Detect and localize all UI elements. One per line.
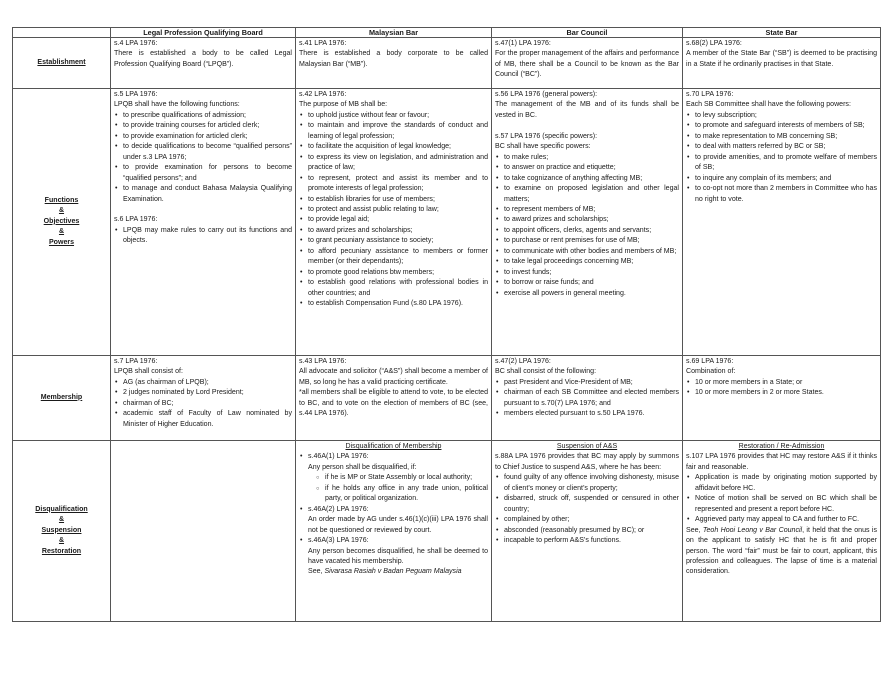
list-item: • to provide legal aid; bbox=[299, 215, 488, 225]
cell-mb-functions: s.42 LPA 1976: The purpose of MB shall be: • to uphold justice without fear or favour; • to maintain and improve the standards of conduct and learning of legal profession; • to facilitate the acquisition of legal knowledge; • to express its view on legislation, and administration and practice of law; • to represent, protect and assist its member and to promote interests of legal profession; • to establish libraries for use of members; • to protect and assist public relating to law; • to provide legal aid; • to award prizes and scholarships; • to grant pecuniary assistance to society; • to afford pecuniary assistance to members or former member (or their dependants); • to promote good relations btw members; • to establish good relations with professional bodies in other countries; and • to establish Compensation Fund (s.80 LPA 1976). bbox=[296, 89, 492, 356]
list-item: • to express its view on legislation, and administration and practice of law; bbox=[299, 153, 488, 174]
cell-lpqb-establishment: s.4 LPA 1976: There is established a body to be called Legal Profession Qualifying Board (“LPQB”). bbox=[111, 38, 296, 89]
cell-bc-membership: s.47(2) LPA 1976: BC shall consist of the following: • past President and Vice-President of MB; • chairman of each SB Committee and elected members pursuant to s.70(7) LPA 1976; and • members elected pursuant to s.50 LPA 1976. bbox=[492, 356, 683, 441]
list-item: • members elected pursuant to s.50 LPA 1976. bbox=[495, 409, 679, 419]
list-item: • exercise all powers in general meeting. bbox=[495, 289, 679, 299]
list-item: • to communicate with other bodies and members of MB; bbox=[495, 247, 679, 257]
list-item: • s.46A(2) LPA 1976: bbox=[299, 505, 488, 515]
list-item: • to take cognizance of anything affecting MB; bbox=[495, 174, 679, 184]
list-item: • LPQB may make rules to carry out its functions and objects. bbox=[114, 226, 292, 247]
lpqb-functions-list bbox=[114, 111, 292, 205]
list-item: • to establish Compensation Fund (s.80 LPA 1976). bbox=[299, 299, 488, 309]
case-citation: Teoh Hooi Leong v Bar Council bbox=[702, 526, 803, 534]
list-item: • to facilitate the acquisition of legal knowledge; bbox=[299, 142, 488, 152]
list-item: • s.46A(3) LPA 1976: bbox=[299, 536, 488, 546]
list-item: • to promote and safeguard interests of members of SB; bbox=[686, 121, 877, 131]
comparison-table bbox=[12, 27, 881, 622]
list-item: • to examine on proposed legislation and other legal matters; bbox=[495, 184, 679, 205]
list-item: • to answer on practice and etiquette; bbox=[495, 163, 679, 173]
row-functions bbox=[13, 89, 881, 356]
row-label-functions: Functions & Objectives & Powers bbox=[13, 89, 111, 356]
list-item: • past President and Vice-President of MB; bbox=[495, 378, 679, 388]
list-item: • incapable to perform A&S’s functions. bbox=[495, 536, 679, 546]
list-item: • to establish good relations with professional bodies in other countries; and bbox=[299, 278, 488, 299]
list-item: • to invest funds; bbox=[495, 268, 679, 278]
cell-mb-membership: s.43 LPA 1976: All advocate and solicitor (“A&S”) shall become a member of MB, so long he has a valid practicing certificate. *all members shall be eligible to attend to vote, to be elected to BC, and to vote on the election of members of BC (see, s.44 LPA 1976). bbox=[296, 356, 492, 441]
list-item: • to deal with matters referred by BC or SB; bbox=[686, 142, 877, 152]
cell-sb-disqualification: Restoration / Re-Admission s.107 LPA 1976 provides that HC may restore A&S if it thinks fair and reasonable. • Application is made by originating motion supported by affidavit before HC. • Notice of motion shall be served on BC which shall be represented and present a report before HC. • Aggrieved party may appeal to CA and further to FC. See, Teoh Hooi Leong v Bar Council, it held that the onus is on the applicant to satisfy HC that he is fit and proper person. The word “fair” must be fair to court, applicant, this profession and colleagues. The lapse of time is a material consideration. bbox=[683, 441, 881, 622]
cell-mb-establishment: s.41 LPA 1976: There is established a body corporate to be called Malaysian Bar (“MB”). bbox=[296, 38, 492, 89]
list-item: • found guilty of any offence involving dishonesty, misuse of client’s money or client’s property; bbox=[495, 473, 679, 494]
cell-sb-functions: s.70 LPA 1976: Each SB Committee shall have the following powers: • to levy subscription; • to promote and safeguard interests of members of SB; • to make representation to MB concerning SB; • to deal with matters referred by BC or SB; • to provide amenities, and to promote welfare of members of SB; • to inquire any complain of its members; and • to co-opt not more than 2 members in Committee who has no right to vote. bbox=[683, 89, 881, 356]
row-label-establishment: Establishment bbox=[13, 38, 111, 89]
cell-lpqb-functions: s.5 LPA 1976: LPQB shall have the following functions: • to prescribe qualifications of admission; • to provide training courses for articled clerk; • to provide examination for articled clerk; • to decide qualifications to become “qualified persons” under s.3 LPA 1976; • to provide examination for persons to become “qualified persons”; and • to manage and conduct Bahasa Malaysia Qualifying Examination. s.6 LPA 1976: • LPQB may make rules to carry out its functions and objects. bbox=[111, 89, 296, 356]
list-item: • s.46A(1) LPA 1976: bbox=[299, 452, 488, 462]
bc-powers-list bbox=[495, 153, 679, 299]
list-item: • chairman of each SB Committee and elected members pursuant to s.70(7) LPA 1976; and bbox=[495, 388, 679, 409]
list-item: • to uphold justice without fear or favour; bbox=[299, 111, 488, 121]
list-item: • to maintain and improve the standards of conduct and learning of legal profession; bbox=[299, 121, 488, 142]
list-item: • to provide examination for articled clerk; bbox=[114, 132, 292, 142]
header-malaysian-bar: Malaysian Bar bbox=[296, 28, 492, 38]
mb-purpose-list bbox=[299, 111, 488, 310]
list-item: • to borrow or raise funds; and bbox=[495, 278, 679, 288]
list-item: • to inquire any complain of its members; and bbox=[686, 174, 877, 184]
cell-sb-establishment: s.68(2) LPA 1976: A member of the State Bar (“SB”) is deemed to be practising in a State if he ordinarily practises in that State. bbox=[683, 38, 881, 89]
list-item: • academic staff of Faculty of Law nominated by Minister of Higher Education. bbox=[114, 409, 292, 430]
list-item: • to make representation to MB concerning SB; bbox=[686, 132, 877, 142]
list-item: • complained by other; bbox=[495, 515, 679, 525]
row-disqualification bbox=[13, 441, 881, 622]
row-label-disqualification: Disqualification & Suspension & Restoration bbox=[13, 441, 111, 622]
list-item: • to afford pecuniary assistance to members or former member (or their dependants); bbox=[299, 247, 488, 268]
header-row bbox=[13, 28, 881, 38]
list-item: • to make rules; bbox=[495, 153, 679, 163]
cell-bc-functions: s.56 LPA 1976 (general powers): The management of the MB and of its funds shall be vested in BC. s.57 LPA 1976 (specific powers): BC shall have specific powers: • to make rules; • to answer on practice and etiquette; • to take cognizance of anything affecting MB; • to examine on proposed legislation and other legal matters; • to represent members of MB; • to award prizes and scholarships; • to appoint officers, clerks, agents and servants; • to purchase or rent premises for use of MB; • to communicate with other bodies and members of MB; • to take legal proceedings concerning MB; • to invest funds; • to borrow or raise funds; and • exercise all powers in general meeting. bbox=[492, 89, 683, 356]
header-state-bar: State Bar bbox=[683, 28, 881, 38]
list-item: • to promote good relations btw members; bbox=[299, 268, 488, 278]
list-item: • to grant pecuniary assistance to society; bbox=[299, 236, 488, 246]
list-item: • to protect and assist public relating to law; bbox=[299, 205, 488, 215]
cell-bc-disqualification: Suspension of A&S s.88A LPA 1976 provides that BC may apply by summons to Chief Justice to suspend A&S, where he has been: • found guilty of any offence involving dishonesty, misuse of client’s money or client’s property; • disbarred, struck off, suspended or censured in other country; • complained by other; • absconded (reasonably presumed by BC); or • incapable to perform A&S’s functions. bbox=[492, 441, 683, 622]
list-item: • to award prizes and scholarships; bbox=[495, 215, 679, 225]
list-item: • 10 or more members in 2 or more States. bbox=[686, 388, 877, 398]
list-item: • Aggrieved party may appeal to CA and further to FC. bbox=[686, 515, 877, 525]
list-item: • 2 judges nominated by Lord President; bbox=[114, 388, 292, 398]
list-item: • disbarred, struck off, suspended or censured in other country; bbox=[495, 494, 679, 515]
cell-sb-membership: s.69 LPA 1976: Combination of: • 10 or more members in a State; or • 10 or more members in 2 or more States. bbox=[683, 356, 881, 441]
sb-powers-list bbox=[686, 111, 877, 205]
list-item: • to take legal proceedings concerning MB; bbox=[495, 257, 679, 267]
list-item: • to levy subscription; bbox=[686, 111, 877, 121]
cell-lpqb-disqualification bbox=[111, 441, 296, 622]
list-item: • to co-opt not more than 2 members in Committee who has no right to vote. bbox=[686, 184, 877, 205]
list-item: • to appoint officers, clerks, agents and servants; bbox=[495, 226, 679, 236]
row-membership bbox=[13, 356, 881, 441]
list-item: • to establish libraries for use of members; bbox=[299, 195, 488, 205]
list-item: ○ if he holds any office in any trade union, political party, or political organization. bbox=[316, 484, 488, 505]
list-item: • to manage and conduct Bahasa Malaysia Qualifying Examination. bbox=[114, 184, 292, 205]
list-item: • to provide amenities, and to promote welfare of members of SB; bbox=[686, 153, 877, 174]
header-lpqb: Legal Profession Qualifying Board bbox=[111, 28, 296, 38]
list-item: • to decide qualifications to become “qualified persons” under s.3 LPA 1976; bbox=[114, 142, 292, 163]
cell-lpqb-membership: s.7 LPA 1976: LPQB shall consist of: • AG (as chairman of LPQB); • 2 judges nominated by Lord President; • chairman of BC; • academic staff of Faculty of Law nominated by Minister of Higher Education. bbox=[111, 356, 296, 441]
list-item: • AG (as chairman of LPQB); bbox=[114, 378, 292, 388]
row-establishment bbox=[13, 38, 881, 89]
list-item: • chairman of BC; bbox=[114, 399, 292, 409]
list-item: • Application is made by originating motion supported by affidavit before HC. bbox=[686, 473, 877, 494]
list-item: • absconded (reasonably presumed by BC); or bbox=[495, 526, 679, 536]
row-label-membership: Membership bbox=[13, 356, 111, 441]
list-item: • to represent members of MB; bbox=[495, 205, 679, 215]
list-item: ○ if he is MP or State Assembly or local authority; bbox=[316, 473, 488, 483]
list-item: • to purchase or rent premises for use of MB; bbox=[495, 236, 679, 246]
list-item: • to prescribe qualifications of admission; bbox=[114, 111, 292, 121]
cell-mb-disqualification: Disqualification of Membership • s.46A(1) LPA 1976: Any person shall be disqualified, if: ○ if he is MP or State Assembly or local authority; ○ if he holds any office in any trade union, political party, or political organization. • s.46A(2) LPA 1976: An order made by AG under s.46(1)(c)(iii) LPA 1976 shall not be questioned or reviewed by court. • s.46A(3) LPA 1976: Any person becomes disqualified, he shall be deemed to have vacated his membership. See, Sivarasa Rasiah v Badan Peguam Malaysia bbox=[296, 441, 492, 622]
list-item: • to represent, protect and assist its member and to promote interests of legal profession; bbox=[299, 174, 488, 195]
header-blank bbox=[13, 28, 111, 38]
list-item: • to provide examination for persons to become “qualified persons”; and bbox=[114, 163, 292, 184]
list-item: • to provide training courses for articled clerk; bbox=[114, 121, 292, 131]
list-item: • 10 or more members in a State; or bbox=[686, 378, 877, 388]
header-bar-council: Bar Council bbox=[492, 28, 683, 38]
list-item: • to award prizes and scholarships; bbox=[299, 226, 488, 236]
case-citation: Sivarasa Rasiah v Badan Peguam Malaysia bbox=[324, 568, 462, 576]
list-item: • Notice of motion shall be served on BC which shall be represented and present a report before HC. bbox=[686, 494, 877, 515]
cell-bc-establishment: s.47(1) LPA 1976: For the proper management of the affairs and performance of MB, there shall be a Council to be known as the Bar Council (“BC”). bbox=[492, 38, 683, 89]
